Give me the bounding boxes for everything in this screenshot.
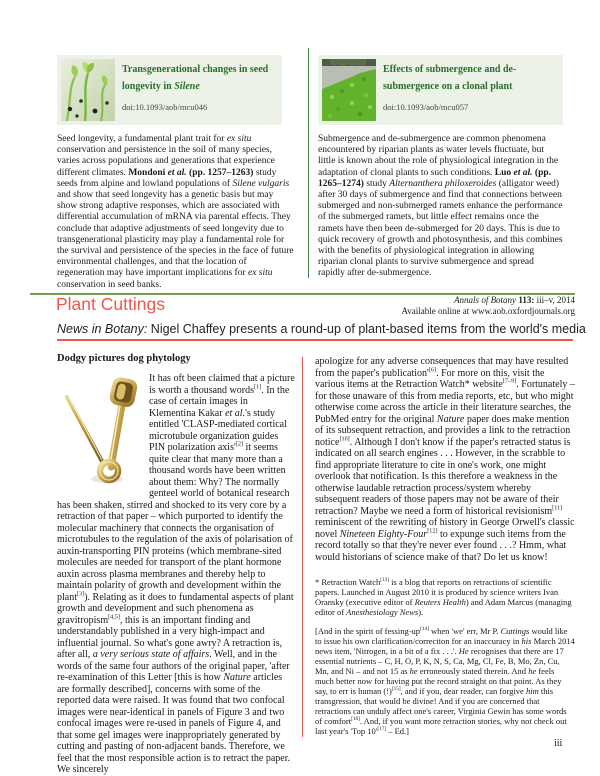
article-right-column bbox=[315, 356, 575, 736]
doi-text: doi:10.1093/aob/mcu057 bbox=[383, 102, 469, 112]
column-strapline: News in Botany: Nigel Chaffey presents a round-up of plant-based items from the world's media bbox=[57, 322, 586, 336]
article-text-left bbox=[57, 373, 295, 776]
article-text-right: apologize for any adverse consequences that may have resulted from the paper's publication'[6]. For more on this, visit the various items at the Retraction Watch* website[7–9]. Fortunately – for those unaware of this from media reports, etc, but who might otherwise come across the article in their literature searches, the PubMed entry for the original Nature paper does make mention of its subsequent retraction, and provides a link to the retraction notice[10]. Although I don't know if the paper's retracted status is indicated on all search engines . . . However, in the scrabble to find appropriate literature to cite in one's work, one might overlook that notification. Is this therefore a weakness in the otherwise laudable retraction process/system whereby subsequent readers of those papers may not be aware of their retraction? Maybe we need a form of historical revisionism[11] reminiscent of the rewriting of history in George Orwell's classic novel Nineteen Eighty-Four[12] to expunge such items from the record totally so that they're never ever found . . .? Hmm, what would historians of science make of that? Do let us know! bbox=[315, 356, 575, 563]
journal-info bbox=[401, 295, 575, 316]
announcement-title: Transgenerational changes in seed longevity in Silene bbox=[122, 64, 269, 92]
doi-text: doi:10.1093/aob/mcu046 bbox=[122, 102, 208, 112]
footnote-editor-correction: [And in the spirit of fessing-up[14] when 'we' err, Mr P. Cuttings would like to issue his own clarification/correction for an inaccuracy in his March 2014 news item, 'Nitrogen, in a bit of a fix . . .'. He recognises that there are 17 essential nutrients – C, H, O, P, K, N, S, Ca, Mg, Cl, Fe, B, Mo, Zn, Cu, Mn, and Ni – and not 15 as he erroneously stated therein. And he feels much better now for having put the record straight on that point. As they say, to err is human (!)[15], and if you, dear reader, can forgive him this transgression, that would be divine! And if you are concerned that retractions can unduly affect one's career, Virginia Gewin has some words of comfort[16]. And, if you want more retraction stories, why not check out last year's 'Top 10'[17] – Ed.] bbox=[315, 626, 575, 736]
column-divider-red bbox=[302, 357, 303, 737]
article-heading: Dodgy pictures dog phytology bbox=[57, 353, 191, 364]
announcement-titleblock bbox=[122, 59, 278, 121]
article-text-left-content: It has oft been claimed that a picture is worth a thousand words[1]. In the case of certain images in Klementina Kakar et al.'s study entitled 'CLASP-mediated cortical microtubule organization guides PIN polarization axis'[2] it seems quite clear that many more than a thousand words have been written about them: Why? The normally genteel world of botanical research has been shaken, stirred and shocked to its very core by a retraction of that paper – which purported to identify the molecular machinery that connects the organisation of microtubules to the regulation of the axis of polarisation of auxin-transporting PIN proteins (which membrane-sited molecules are needed for transport of the plant hormone auxin across plasma membranes and thereby help to maintain polarity of growth and development within the plant[3]). Relating as it does to fundamental aspects of plant growth and development and such phenomena as gravitropism[4,5], this is an important finding and understandably published in a very high-impact and influential journal. So what's gone awry? A retraction is, after all, a very serious state of affairs. Well, and in the words of the same four authors of the original paper, 'after re-examination of this Letter [this is how Nature articles are formally described], concerns with some of the reported data were raised. It was found that two confocal images were near-identical in panels of Figure 3 and two confocal images were re-used in panels of Figure 4, and that some gel images were inappropriately generated by cutting and pasting of non-adjacent bands. Therefore, we feel that the most responsible action is to retract the paper. We sincerely bbox=[57, 373, 295, 775]
journal-online-url: Available online at www.aob.oxfordjournals.org bbox=[401, 305, 575, 316]
announcement-header bbox=[57, 55, 282, 125]
section-title: Plant Cuttings bbox=[56, 294, 165, 314]
article-left-column bbox=[57, 353, 295, 776]
announcement-title: Effects of submergence and de-submergence on a clonal plant bbox=[383, 64, 517, 92]
alligator-weed-thumbnail-icon bbox=[322, 59, 376, 121]
announcement-header bbox=[318, 55, 563, 125]
footnote-retraction-watch: * Retraction Watch[13] is a blog that reports on retractions of scientific papers. Launched in August 2010 it is produced by science writers Ivan Oransky (executive editor of Reuters Health) and Adam Marcus (managing editor of Anesthesiology News). bbox=[315, 577, 572, 617]
page-number: iii bbox=[554, 738, 563, 749]
announcement-titleblock bbox=[383, 59, 559, 121]
journal-citation: Annals of Botany 113: iii–v, 2014 bbox=[454, 295, 575, 305]
safety-pin-image bbox=[57, 375, 141, 487]
strapline-rule-red bbox=[57, 339, 573, 341]
announcement-silene bbox=[57, 55, 295, 291]
announcement-submergence bbox=[318, 55, 563, 280]
column-divider-green bbox=[308, 48, 309, 278]
announcement-summary: Submergence and de-submergence are common phenomena encountered by riparian plants as water levels fluctuate, but little is known about the role of physiological integration in the adaptation of clonal plants to such conditions. Luo et al. (pp. 1265–1274) study Alternanthera philoxeroides (alligator weed) after 30 days of submergence and find that connections between submerged and non-submerged ramets enhance the performance of the submerged ramets, but little effect remains once the ramets have then been de-submerged for 20 days. This is due to quick recovery of growth and photosynthesis, and this combines with the benefits of physiological integration in allowing riparian clonal plants to survive submergence and spread rapidly after de-submergence. bbox=[318, 134, 563, 279]
announcement-summary: Seed longevity, a fundamental plant trait for ex situ conservation and persistence in the soil of many species, varies across populations and generations that experience different climates. Mondoni et al. (pp. 1257–1263) study seeds from alpine and lowland populations of Silene vulgaris and show that seed longevity has a genetic basis but may show strong adaptive responses, which are associated with differential accumulation of mRNA via parental effects. They conclude that adaptive adjustments of seed longevity due to transgenerational plasticity may play a fundamental role for the survival and persistence of the species in the face of future environmental challenges, and that the location of regeneration may have important implications for ex situ conservation in seed banks. bbox=[57, 134, 294, 290]
seedlings-thumbnail-icon bbox=[61, 59, 115, 121]
